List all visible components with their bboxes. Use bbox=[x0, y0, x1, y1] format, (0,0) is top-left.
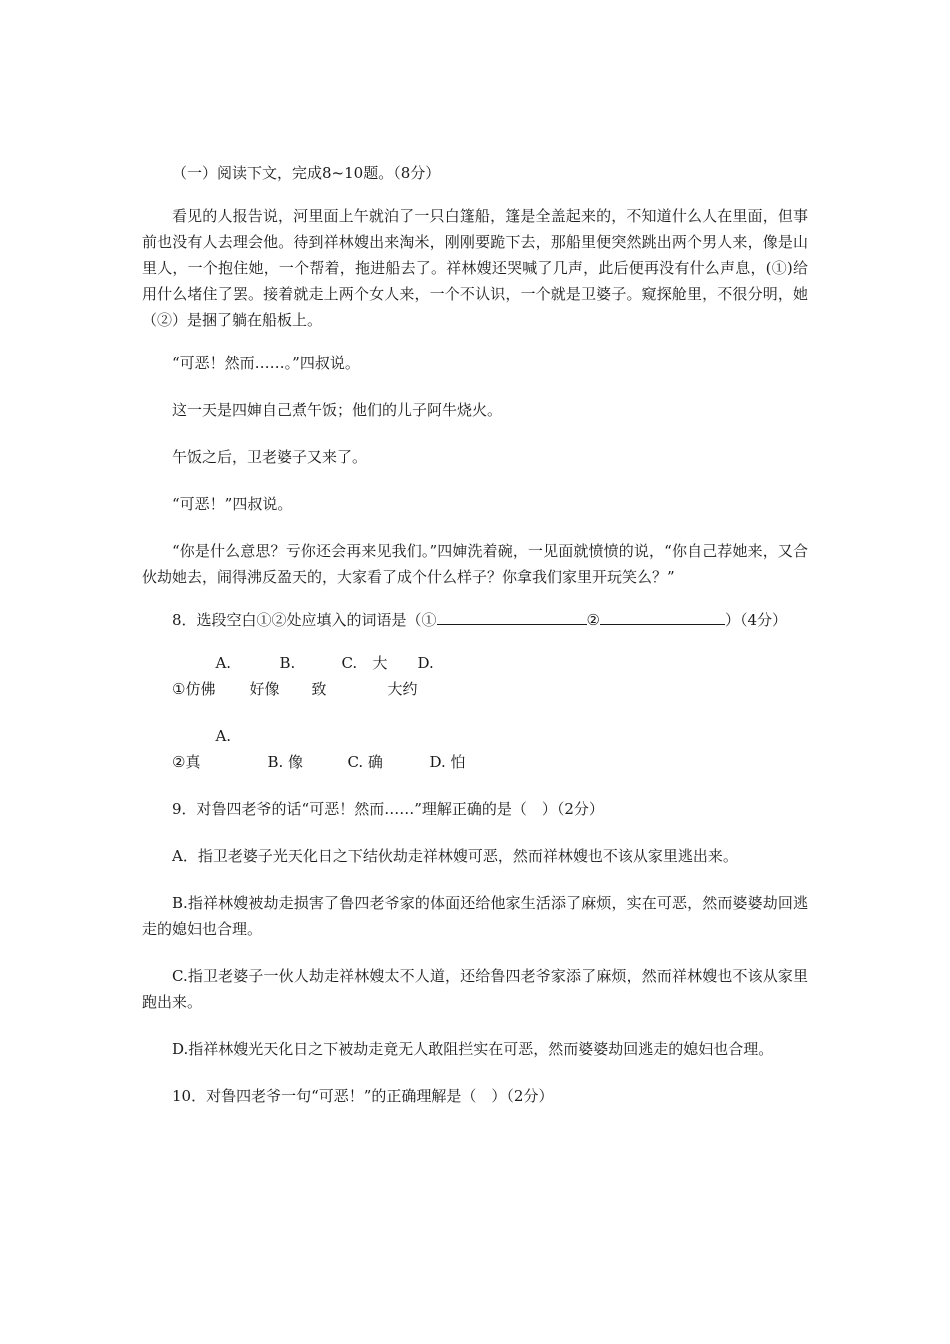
section-title: （一）阅读下文，完成8~10题。（8分） bbox=[172, 164, 441, 182]
passage-paragraph: “你是什么意思？亏你还会再来见我们。”四婶洗着碗，一见面就愤愤的说，“你自己荐她来，又合伙劫她去，闹得沸反盈天的，大家看了成个什么样子？你拿我们家里开玩笑么？” bbox=[142, 542, 808, 586]
option-marker: ② bbox=[172, 753, 186, 771]
answer-blank-1[interactable] bbox=[437, 607, 587, 625]
option-c[interactable]: C. 确 bbox=[347, 753, 383, 771]
q8-stem-post: ）（4分） bbox=[725, 611, 788, 629]
question-9-stem: 9．对鲁四老爷的话“可恶！然而……”理解正确的是（ ）（2分） bbox=[172, 800, 604, 818]
passage-paragraph: “可恶！然而……。”四叔说。 bbox=[172, 354, 360, 372]
q9-option-a[interactable]: A．指卫老婆子光天化日之下结伙劫走祥林嫂可恶，然而祥林嫂也不该从家里逃出来。 bbox=[172, 847, 738, 865]
option-marker: ① bbox=[172, 680, 186, 698]
q8-stem-mid: ② bbox=[586, 611, 600, 629]
q8-stem-pre: 8．选段空白①②处应填入的词语是（① bbox=[172, 611, 437, 629]
option-b[interactable]: B. 好像 bbox=[249, 654, 296, 698]
q9-option-c[interactable]: C.指卫老婆子一伙人劫走祥林嫂太不人道，还给鲁四老爷家添了麻烦，然而祥林嫂也不该从家里跑出来。 bbox=[142, 967, 808, 1011]
question-8-stem bbox=[142, 607, 808, 633]
q9-option-b[interactable]: B.指祥林嫂被劫走损害了鲁四老爷家的体面还给他家生活添了麻烦，实在可恶，然而婆婆劫回逃走的媳妇也合理。 bbox=[142, 894, 808, 938]
question-10-stem: 10．对鲁四老爷一句“可恶！”的正确理解是（ ）（2分） bbox=[172, 1087, 554, 1105]
q9-option-d[interactable]: D.指祥林嫂光天化日之下被劫走竟无人敢阻拦实在可恶，然而婆婆劫回逃走的媳妇也合理。 bbox=[172, 1040, 774, 1058]
q8-options-row-1 bbox=[142, 650, 808, 702]
option-a[interactable]: A. 仿佛 bbox=[185, 654, 232, 698]
option-c[interactable]: C. 大致 bbox=[311, 654, 388, 698]
passage-paragraph: 看见的人报告说，河里面上午就泊了一只白篷船，篷是全盖起来的，不知道什么人在里面，但事前也没有人去理会他。待到祥林嫂出来淘米，刚刚要跪下去，那船里便突然跳出两个男人来，像是山里人，一个抱住她，一个帮着，拖进船去了。祥林嫂还哭喊了几声，此后便再没有什么声息，(①)给用什么堵住了罢。接着就走上两个女人来，一个不认识，一个就是卫婆子。窥探舱里，不很分明，她（②）是捆了躺在船板上。 bbox=[142, 207, 808, 329]
answer-blank-2[interactable] bbox=[600, 607, 725, 625]
option-b[interactable]: B. 像 bbox=[267, 753, 304, 771]
option-d[interactable]: D. 怕 bbox=[429, 753, 466, 771]
option-d[interactable]: D. 大约 bbox=[387, 654, 434, 698]
passage-paragraph: 午饭之后，卫老婆子又来了。 bbox=[172, 448, 368, 466]
option-a[interactable]: A. 真 bbox=[185, 727, 232, 771]
passage-paragraph: 这一天是四婶自己煮午饭；他们的儿子阿牛烧火。 bbox=[172, 401, 503, 419]
passage-paragraph: “可恶！”四叔说。 bbox=[172, 495, 293, 513]
q8-options-row-2 bbox=[142, 723, 808, 775]
